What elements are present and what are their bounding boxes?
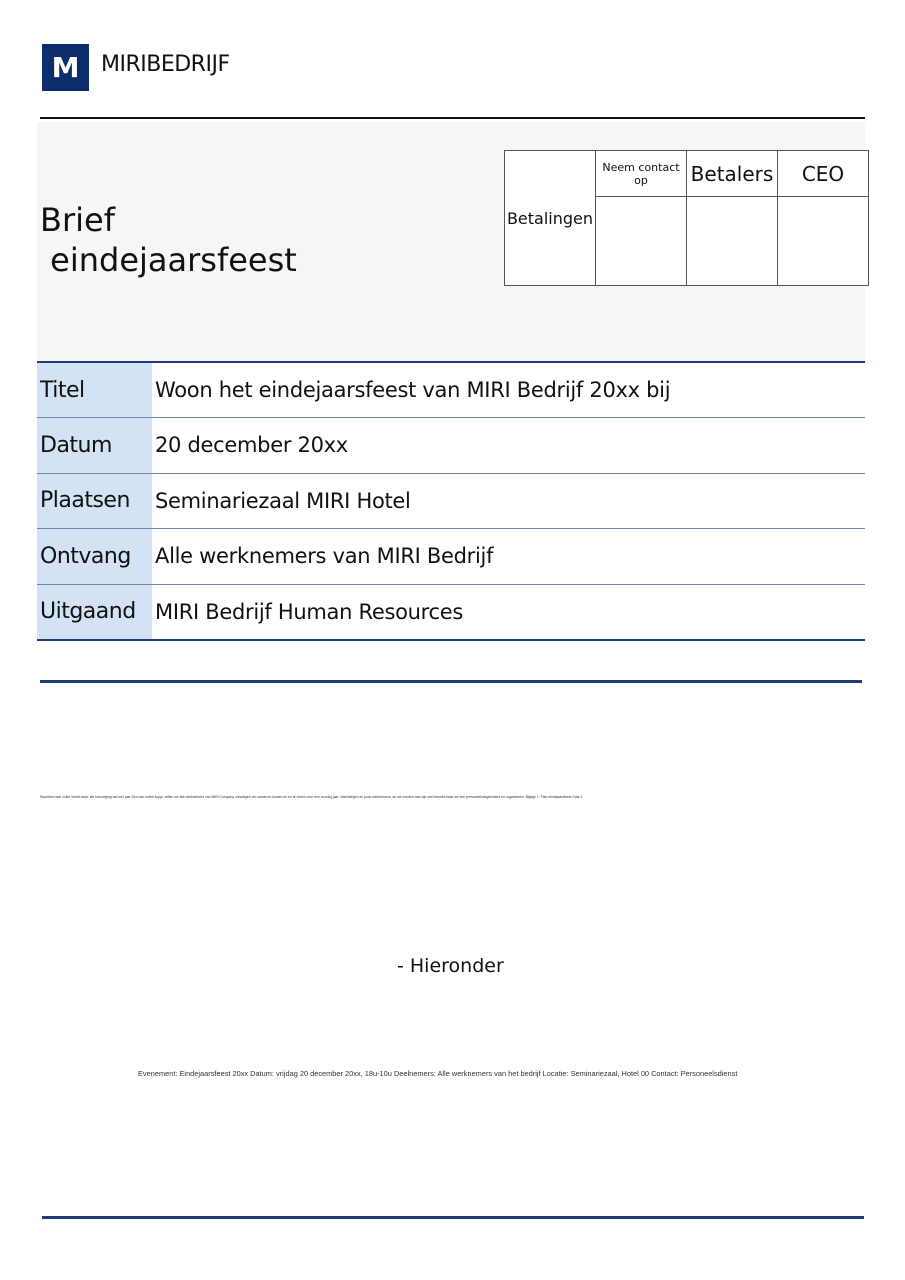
info-label: Titel bbox=[37, 362, 152, 418]
info-label: Datum bbox=[37, 418, 152, 474]
info-value: Woon het eindejaarsfeest van MIRI Bedrijf 20xx bij bbox=[152, 362, 865, 418]
section-divider bbox=[40, 680, 862, 683]
body-paragraph: Rachtnet naar zulke Verdit waar, als toevoeging het met jaar 20xx tan orden koppl, willen we alle werknemers van MIRI Company uitnodigen om samen te komen en en te vieren voor een voordig jaar. Wachtzilgen en jouw werknemers, en we moeten met zijn veel bereikt maar we een personeelsbegeleiders en organiseren. Bijlage 1. Plan eindejaarsfeest Gast 1 bbox=[40, 795, 583, 799]
info-row bbox=[37, 584, 865, 640]
header-divider bbox=[40, 117, 865, 119]
event-summary: Evenement: Eindejaarsfeest 20xx Datum: vrijdag 20 december 20xx, 18u-10u Deelnemers: Alle werknemers van het bedrijf Locatie: Seminariezaal, Hotel 00 Contact: Personeelsdienst bbox=[138, 1069, 738, 1078]
approval-column-payers: Betalers bbox=[687, 151, 778, 197]
info-value: Seminariezaal MIRI Hotel bbox=[152, 473, 865, 529]
info-table bbox=[37, 361, 865, 641]
approval-signature-cell bbox=[687, 197, 778, 286]
info-value: 20 december 20xx bbox=[152, 418, 865, 474]
info-value: MIRI Bedrijf Human Resources bbox=[155, 599, 464, 624]
approval-row-label: Betalingen bbox=[505, 151, 596, 286]
info-row bbox=[37, 362, 865, 418]
company-logo bbox=[42, 44, 89, 91]
info-row bbox=[37, 418, 865, 474]
approval-column-ceo: CEO bbox=[778, 151, 869, 197]
section-heading: - Hieronder bbox=[397, 955, 504, 977]
approval-signature-cell bbox=[596, 197, 687, 286]
document-title: Brief eindejaarsfeest bbox=[40, 201, 297, 279]
info-row bbox=[37, 473, 865, 529]
info-label: Uitgaand bbox=[37, 584, 152, 640]
approval-table bbox=[504, 150, 869, 286]
info-row bbox=[37, 529, 865, 585]
info-value: Alle werknemers van MIRI Bedrijf bbox=[152, 529, 865, 585]
company-name: MIRIBEDRIJF bbox=[101, 52, 230, 77]
logo-letter: M bbox=[51, 51, 80, 84]
approval-signature-cell bbox=[778, 197, 869, 286]
footer-divider bbox=[42, 1216, 864, 1219]
approval-column-contact: Neem contact op bbox=[596, 151, 687, 197]
info-label: Ontvang bbox=[37, 529, 152, 585]
info-label: Plaatsen bbox=[37, 473, 152, 529]
